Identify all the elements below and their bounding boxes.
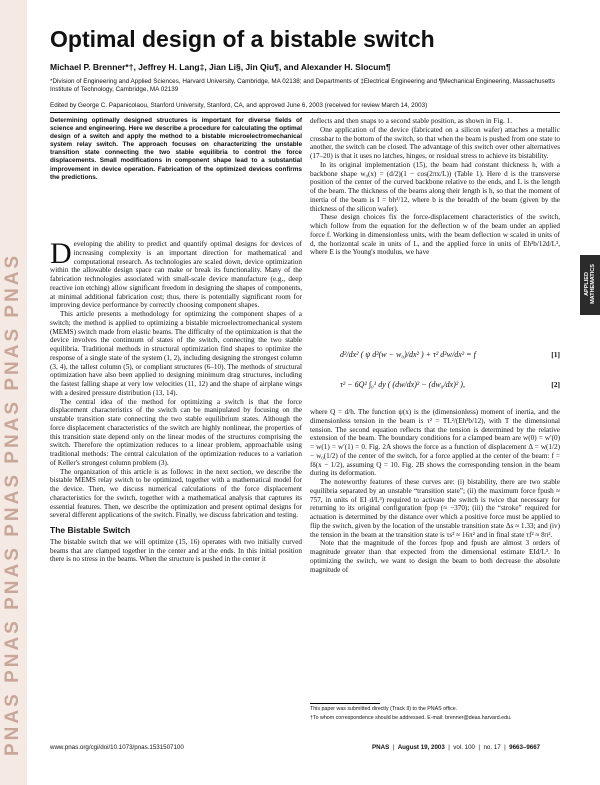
dropcap: D [50, 237, 72, 270]
footer-doi: www.pnas.org/cgi/doi/10.1073/pnas.1531507100 [50, 744, 184, 751]
paragraph: One application of the device (fabricated on a silicon wafer) attaches a metallic crossbar to the bottom of the switch, so that when the beam is pushed from one state to another, the switch can be closed. The advantage of this switch over other alternatives (17–20) is that it uses no latches, hinges, or residual stress to achieve its bistability. [310, 125, 560, 160]
paragraph: This article presents a methodology for optimizing the component shapes of a switch; the method is applied to optimizing a bistable microelectromechanical system (MEMS) switch made from elastic beams. The difficulty of the optimization is that the device involves the continuum of states of the switch, connecting the two stable equilibria. Traditional methods in structural optimization find shapes to optimize the response of a single state of the system (1, 2), including designing the strongest column (3, 4), the tallest column (5), or compliant structures (6–10). The methods of structural optimization have also been applied to designing minimum drag structures, including the fastest falling shape at very low velocities (11, 12) and the shape of airplane wings with a desired pressure distribution (13, 14). [50, 310, 302, 397]
right-column-bottom [310, 408, 560, 574]
paragraph: These design choices fix the force-displacement characteristics of the switch, which follow from the equation for the deflection w of the beam under an applied force f. Working in dimensionless units, with the beam deflection w scaled in units of d, the horizontal scale in units of L, and the applied force in units of Eh³b/12d/L³, where E is the Young's modulus, we have [310, 213, 560, 257]
paragraph: deflects and then snaps to a second stable position, as shown in Fig. 1. [310, 117, 513, 125]
footer-issue: no. 17 [483, 744, 501, 751]
paragraph: The bistable switch that we will optimize (15, 16) operates with two initially curved beams that are clamped together in the center and at the ends. In this initial position there is no stress in the beams. When the structure is pushed in the center it [50, 537, 302, 564]
section-heading: The Bistable Switch [50, 525, 131, 535]
category-line-2: MATHEMATICS [590, 264, 596, 304]
pnas-side-banner: PNAS PNAS PNAS PNAS PNAS PNAS PNAS [2, 252, 23, 756]
author-list: Michael P. Brenner*†, Jeffrey H. Lang‡, Jian Li§, Jin Qiu¶, and Alexander H. Slocum¶ [50, 62, 391, 72]
affiliations: *Division of Engineering and Applied Sciences, Harvard University, Cambridge, MA 02138; and Departments of ‡Electrical Engineering and ¶Mechanical Engineering, Massachusetts Institute of Technology, Cambridge, MA 02139 [50, 78, 555, 93]
equation-2-body: τ² − 6Q² ∫₀¹ dy ( (dw/dx)² − (dw₀/dx)² ), [340, 380, 465, 389]
category-label [584, 254, 596, 314]
paragraph: Note that the magnitude of the forces fpop and fpush are almost 3 orders of magnitude greater than that expected from the dimensional estimate EId/L³. In optimizing the switch, we want to design the beam to both decrease the absolute magnitude of [310, 539, 560, 574]
edited-by: Edited by George C. Papanicolaou, Stanford University, Stanford, CA, and approved June 6, 2003 (received for review March 14, 2003) [50, 102, 428, 109]
footnote-rule [310, 703, 380, 704]
footer-date: August 19, 2003 [397, 744, 445, 751]
paragraph: where Q = d/h. The function ψ(x) is the (dimensionless) moment of inertia, and the dimensionless tension in the beam is τ² = TL²/(Eh³b/12), with T the dimensional tension. The second equation reflects that the tension is determined by the relative extension of the beam. The boundary conditions for a clamped beam are w(0) = w′(0) = w(1) = w′(1) = 0. Fig. 2A shows the force as a function of displacement Δ = w(1/2) − w₀(1/2) of the center of the switch, for a force applied at the center of the beam: f = fδ(x − 1/2), assuming Q = 10. Fig. 2B shows the corresponding tension in the beam during its deformation. [310, 408, 560, 478]
footer-journal: PNAS [372, 744, 390, 751]
equation-1 [310, 342, 560, 372]
footer-pages: 9663–9667 [509, 744, 541, 751]
paper-title: Optimal design of a bistable switch [50, 26, 435, 52]
footer-citation: PNAS | August 19, 2003 | vol. 100 | no. 17 | 9663–9667 [372, 744, 541, 751]
equation-1-body: d²/dx² ( ψ d²(w − w₀)/dx² ) + τ² d²w/dx² = f [340, 350, 476, 359]
equation-2 [310, 372, 560, 402]
intro-paragraph [50, 237, 302, 310]
equation-1-number: [1] [551, 350, 560, 359]
paragraph: In its original implementation (15), the beam had constant thickness h, with a backbone shape w₀(x) = (d/2)(1 − cos(2πx/L)) (Table 1). Here d is the transverse position of the center of the curved backbone relative to the ends, and L is the length of the beam. The thickness of the beams along their length is h, so that the moment of inertia of the beam is I = bh³/12, where b is the breadth of the beam (given by the thickness of the silicon wafer). [310, 160, 560, 213]
right-column-top [310, 117, 560, 257]
paragraph: The organization of this article is as follows: in the next section, we describe the bistable MEMS relay switch to be optimized, together with a mathematical model for the device. Then, we discuss numerical calculations of the force displacement characteristics for the switch, together with a mathematical analysis that captures its essential features. Then, we describe the optimization and present optimal designs for several different applications of the switch. Finally, we discuss fabrication and testing. [50, 467, 302, 520]
footnote-1: This paper was submitted directly (Track II) to the PNAS office. [310, 706, 458, 712]
category-line-1: APPLIED [584, 272, 590, 296]
footer-volume: vol. 100 [453, 744, 475, 751]
left-column [50, 237, 302, 564]
equation-2-number: [2] [551, 380, 560, 389]
footnote-2: †To whom correspondence should be addressed. E-mail: brenner@deas.harvard.edu. [310, 715, 512, 721]
header-rule [50, 112, 560, 113]
intro-text: eveloping the ability to predict and quantify optimal designs for devices of increasing complexity is an important direction for mathematical and computational research. As technologies are scaled down, device optimization within the allowable design space can make or break its functionality. Many of the fabrication technologies associated with small-scale device manufacture (e.g., deep reactive ion etching) allow significant freedom in designing the shapes of components, at minimal additional fabrication cost; thus, there is potentially significant room for improving device performance by correctly choosing component shapes. [50, 240, 302, 310]
paragraph: The central idea of the method for optimizing a switch is that the force displacement characteristics of the switch can be manipulated by focusing on the unstable transition state connecting the two stable equilibrium states. Although the force displacement characteristics of the switch are highly nonlinear, the properties of this transition state depend only on the linear modes of the structures comprising the switch. Therefore the optimization reduces to a linear problem, approachable using traditional methods: The central calculation of the optimization reduces to a variation of Keller's strongest column problem (3). [50, 397, 302, 467]
abstract: Determining optimally designed structures is important for diverse fields of science and engineering. Here we describe a procedure for calculating the optimal design of a switch and apply the method to a bistable microelectromechanical system relay switch. The approach focuses on characterizing the unstable transition state connecting the two stable equilibria to control the force displacements. Small modifications in component shape lead to a substantial improvement in device operation. Fabrication of the optimized devices confirms the predictions. [50, 117, 302, 181]
paragraph: The noteworthy features of these curves are: (i) bistability, there are two stable equilibria separated by an unstable “transition state”; (ii) the maximum force fpush ≈ 757, in units of EI d/L³) required to activate the switch is twice that necessary for returning to its original configuration fpop (≈ −370); (iii) the “stroke” required for actuation is determined by the distance over which a positive force must be applied to flip the switch, given by the location of the unstable transition state Δs ≈ 1.33; and (iv) the tension in the beam at the transition state is τs² ≈ 16π² and in final state τf² ≈ 8π². [310, 478, 560, 539]
